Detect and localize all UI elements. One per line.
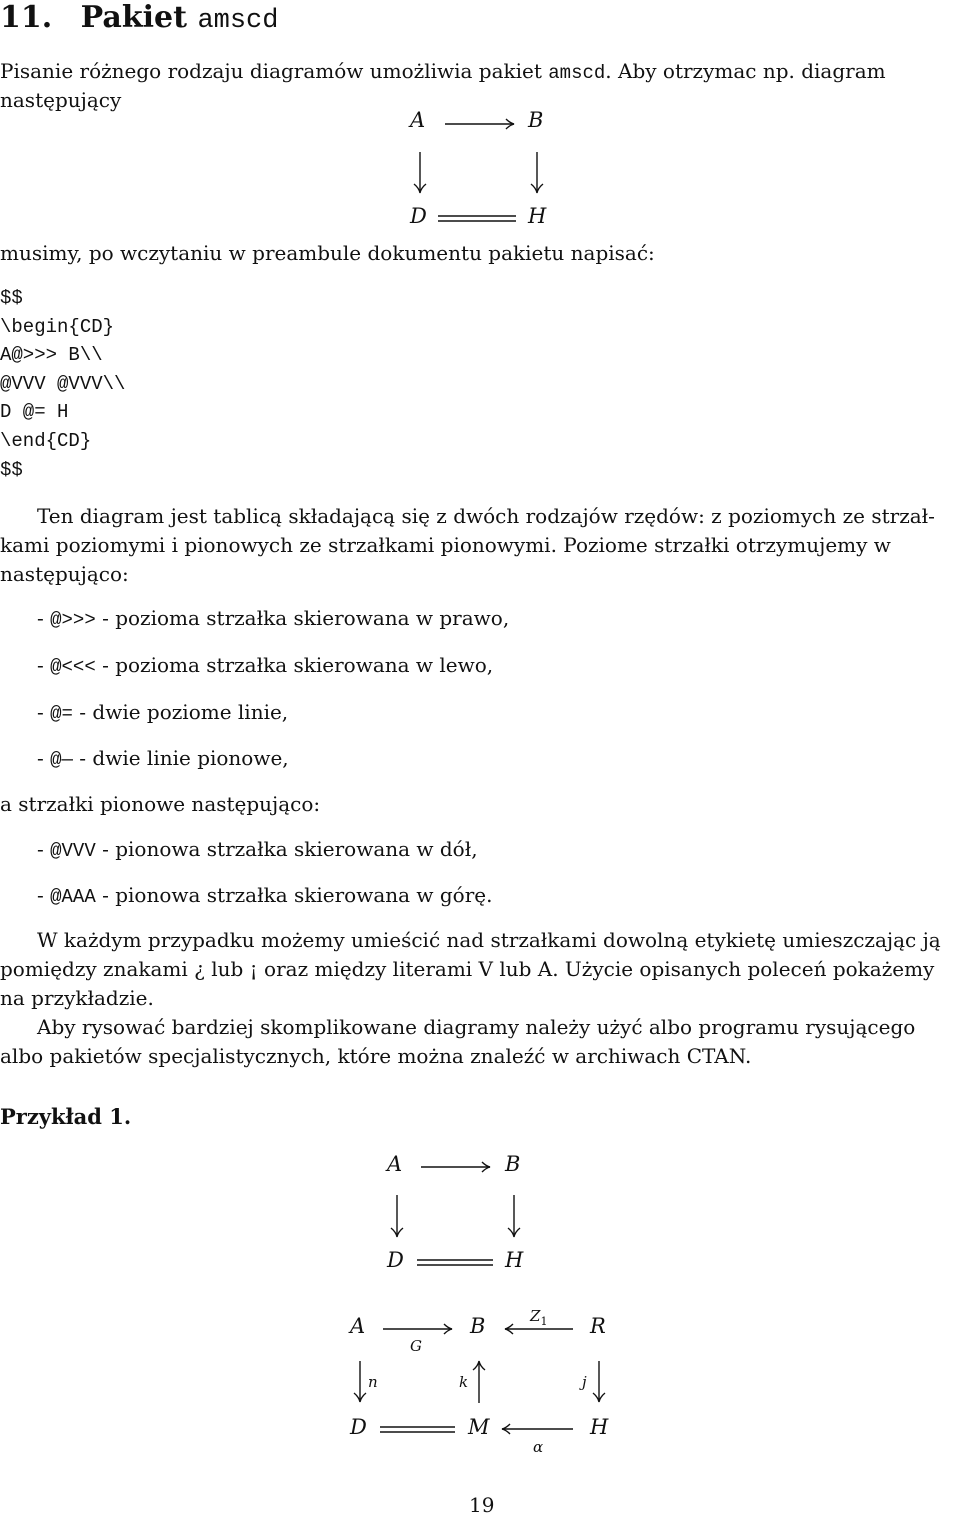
diagram3-node-b: B	[470, 1314, 486, 1338]
list-item-text: - dwie linie pionowe,	[79, 746, 289, 770]
list-item-text: - dwie poziome linie,	[79, 700, 289, 724]
list-item-code: @>>>	[50, 609, 96, 631]
code-line: \begin{CD}	[0, 315, 115, 338]
list-item: - @= - dwie poziome linie,	[37, 700, 289, 725]
section-title-code: amscd	[197, 6, 279, 36]
section-number: 11.	[0, 0, 53, 35]
list-item: - @AAA - pionowa strzałka skierowana w górę.	[37, 883, 493, 908]
list-item-text: - pionowa strzałka skierowana w górę.	[102, 883, 493, 907]
diagram1-node-h: H	[528, 204, 547, 228]
list-item: - @— - dwie linie pionowe,	[37, 746, 289, 771]
diagram3-node-h: H	[590, 1415, 609, 1439]
diagram3-arrow-r-to-b	[505, 1324, 573, 1334]
paragraph4-line-2: albo pakietów specjalistycznych, które można znaleźć w archiwach CTAN.	[0, 1044, 752, 1068]
list-item-code: @AAA	[50, 886, 96, 908]
diagram2-node-h: H	[505, 1248, 524, 1272]
diagram3-label-j: j	[582, 1373, 587, 1391]
diagram3-node-d: D	[350, 1415, 367, 1439]
diagram3-arrow-r-down	[593, 1361, 605, 1402]
diagram1-node-b: B	[528, 108, 544, 132]
diagram3-node-r: R	[590, 1314, 606, 1338]
diagram3-arrow-h-to-m	[502, 1424, 573, 1434]
paragraph3-line-3: na przykładzie.	[0, 986, 154, 1010]
code-line: A@>>> B\\	[0, 344, 103, 367]
diagram1-node-a: A	[410, 108, 426, 132]
diagram3-label-k: k	[459, 1373, 469, 1391]
diagram3-equals-d-m	[380, 1427, 455, 1432]
intro-line-2: następujący	[0, 88, 122, 112]
paragraph2-line-2: kami poziomymi i pionowych ze strzałkami pionowymi. Poziome strzałki otrzymujemy w	[0, 533, 891, 557]
list-item-text: - pozioma strzałka skierowana w lewo,	[102, 653, 494, 677]
list-item-code: @=	[50, 703, 73, 725]
list-item: - @VVV - pionowa strzałka skierowana w dół,	[37, 837, 478, 862]
intro-code: amscd	[548, 62, 606, 84]
code-line: $$	[0, 458, 23, 481]
list-item-code: @<<<	[50, 656, 96, 678]
paragraph4-line-1: Aby rysować bardziej skomplikowane diagramy należy użyć albo programu rysującego	[37, 1015, 916, 1039]
paragraph2-line-3: następująco:	[0, 562, 129, 586]
section-title-word: Pakiet	[80, 0, 187, 35]
list-item-text: - pozioma strzałka skierowana w prawo,	[102, 606, 510, 630]
list-item-text: - pionowa strzałka skierowana w dół,	[102, 837, 478, 861]
diagram1-node-d: D	[410, 204, 427, 228]
vertical-intro: a strzałki pionowe następująco:	[0, 792, 321, 816]
intro-text-before: Pisanie różnego rodzaju diagramów umożliwia pakiet	[0, 59, 542, 83]
code-line: $$	[0, 287, 23, 309]
diagram3-label-g: G	[410, 1337, 422, 1355]
diagram3-arrow-a-to-b	[383, 1324, 452, 1334]
diagram3-node-a: A	[350, 1314, 366, 1338]
diagram2-node-d: D	[387, 1248, 404, 1272]
diagram3-arrow-m-up	[473, 1361, 485, 1403]
list-item-code: @VVV	[50, 840, 96, 862]
diagram2-node-a: A	[387, 1152, 403, 1176]
diagram3-label-n: n	[368, 1373, 378, 1391]
code-line: \end{CD}	[0, 429, 92, 452]
diagram3-arrow-a-down	[354, 1361, 366, 1402]
diagram3-label-alpha: α	[533, 1438, 544, 1456]
list-item: - @>>> - pozioma strzałka skierowana w prawo,	[37, 606, 510, 631]
paragraph2-line-1: Ten diagram jest tablicą składającą się z dwóch rodzajów rzędów: z poziomych ze strzał-	[37, 504, 935, 528]
list-item-code: @—	[50, 749, 73, 771]
paragraph3-line-2: pomiędzy znakami ¿ lub ¡ oraz między literami V lub A. Użycie opisanych poleceń pokażemy	[0, 957, 935, 981]
diagram3-node-m: M	[468, 1415, 490, 1439]
code-line: @VVV @VVV\\	[0, 372, 126, 395]
page-number: 19	[469, 1493, 495, 1517]
example-heading: Przykład 1.	[0, 1104, 132, 1129]
intro-text-after: . Aby otrzymac np. diagram	[605, 59, 886, 83]
after-diagram-text: musimy, po wczytaniu w preambule dokumentu pakietu napisać:	[0, 241, 655, 265]
list-item: - @<<< - pozioma strzałka skierowana w lewo,	[37, 653, 494, 678]
diagram3-label-z: $Z_1$	[530, 1307, 548, 1328]
code-line: D @= H	[0, 401, 69, 424]
diagram2-node-b: B	[505, 1152, 521, 1176]
paragraph3-line-1: W każdym przypadku możemy umieścić nad strzałkami dowolną etykietę umieszczając ją	[37, 928, 941, 952]
